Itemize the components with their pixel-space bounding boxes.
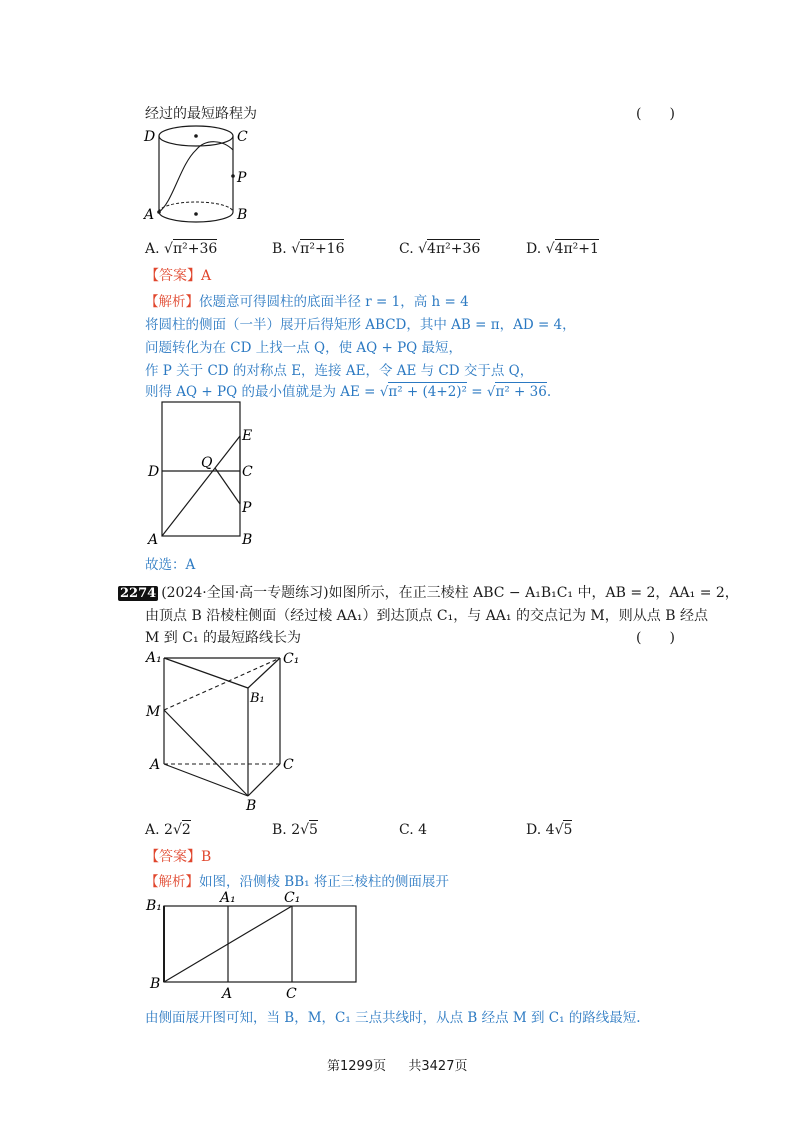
q1-analysis-line-3: 问题转化为在 CD 上找一点 Q，使 AQ + PQ 最短， xyxy=(145,340,463,356)
label-B1: B₁ xyxy=(146,898,162,914)
q2-answer-bracket: ( ) xyxy=(636,630,675,646)
label-B: B xyxy=(242,532,253,546)
q2-answer: 【答案】B xyxy=(145,849,212,865)
label-E: E xyxy=(242,428,253,444)
prism-figure xyxy=(140,646,310,814)
label-P: P xyxy=(242,500,252,516)
label-B: B xyxy=(150,976,161,992)
label-A: A xyxy=(148,532,159,546)
cylinder-figure xyxy=(138,120,258,232)
q1-option-b: B. √π²+16 xyxy=(272,241,345,257)
q2-option-c: C. 4 xyxy=(399,822,428,838)
q1-analysis-line-1: 【解析】依题意可得圆柱的底面半径 r = 1，高 h = 4 xyxy=(145,294,469,310)
q2-line-3: M 到 C₁ 的最短路线长为 xyxy=(145,630,302,646)
label-C: C xyxy=(286,986,297,1000)
page-total: 共3427页 xyxy=(408,1059,468,1074)
q1-option-a: A. √π²+36 xyxy=(145,241,218,257)
q1-analysis-line-5: 则得 AQ + PQ 的最小值就是为 AE = √π² + (4+2)² = √π² + 36. xyxy=(145,384,552,400)
page-footer xyxy=(327,1055,467,1074)
label-C: C xyxy=(242,464,253,480)
q2-option-d: D. 4√5 xyxy=(526,822,573,838)
unfolded-rectangle-figure xyxy=(140,396,260,546)
label-A: A xyxy=(150,757,161,773)
page-number: 第1299页 xyxy=(327,1059,387,1074)
label-C: C xyxy=(237,129,248,145)
q1-stem: 经过的最短路程为 xyxy=(145,106,257,122)
label-C: C xyxy=(283,757,294,773)
q2-analysis: 【解析】如图，沿侧棱 BB₁ 将正三棱柱的侧面展开 xyxy=(145,874,449,890)
q1-option-c: C. √4π²+36 xyxy=(399,241,481,257)
q1-answer-bracket: ( ) xyxy=(636,106,675,122)
label-A1: A₁ xyxy=(146,650,162,666)
label-B1: B₁ xyxy=(250,691,265,706)
label-A1: A₁ xyxy=(220,890,236,906)
q2-option-b: B. 2√5 xyxy=(272,822,318,838)
label-A: A xyxy=(222,986,233,1000)
label-A: A xyxy=(144,207,155,223)
label-D: D xyxy=(144,129,156,145)
label-C1: C₁ xyxy=(284,890,301,906)
prism-unfolded-figure xyxy=(140,888,370,1000)
q1-answer: 【答案】A xyxy=(145,268,212,284)
q1-option-d: D. √4π²+1 xyxy=(526,241,599,257)
question-number-badge: 2274 xyxy=(120,586,157,601)
label-B: B xyxy=(246,798,257,814)
q1-analysis-line-4: 作 P 关于 CD 的对称点 E，连接 AE，令 AE 与 CD 交于点 Q， xyxy=(145,363,534,379)
label-B: B xyxy=(237,207,248,223)
label-Q: Q xyxy=(201,455,213,471)
label-P: P xyxy=(237,170,247,186)
q1-conclusion: 故选：A xyxy=(145,557,196,573)
q1-analysis-line-2: 将圆柱的侧面（一半）展开后得矩形 ABCD，其中 AB = π，AD = 4， xyxy=(145,317,576,333)
q2-conclusion: 由侧面展开图可知，当 B，M，C₁ 三点共线时，从点 B 经点 M 到 C₁ 的路线最短. xyxy=(145,1010,641,1026)
q2-line-2: 由顶点 B 沿棱柱侧面（经过棱 AA₁）到达顶点 C₁，与 AA₁ 的交点记为 M，则从点 B 经点 xyxy=(145,608,708,624)
label-D: D xyxy=(148,464,160,480)
label-C1: C₁ xyxy=(283,651,300,667)
q2-line-1: 2274 (2024·全国·高一专题练习)如图所示，在正三棱柱 ABC − A₁B₁C₁ 中，AB = 2，AA₁ = 2， xyxy=(120,585,739,601)
q2-option-a: A. 2√2 xyxy=(145,822,191,838)
label-M: M xyxy=(146,704,161,720)
